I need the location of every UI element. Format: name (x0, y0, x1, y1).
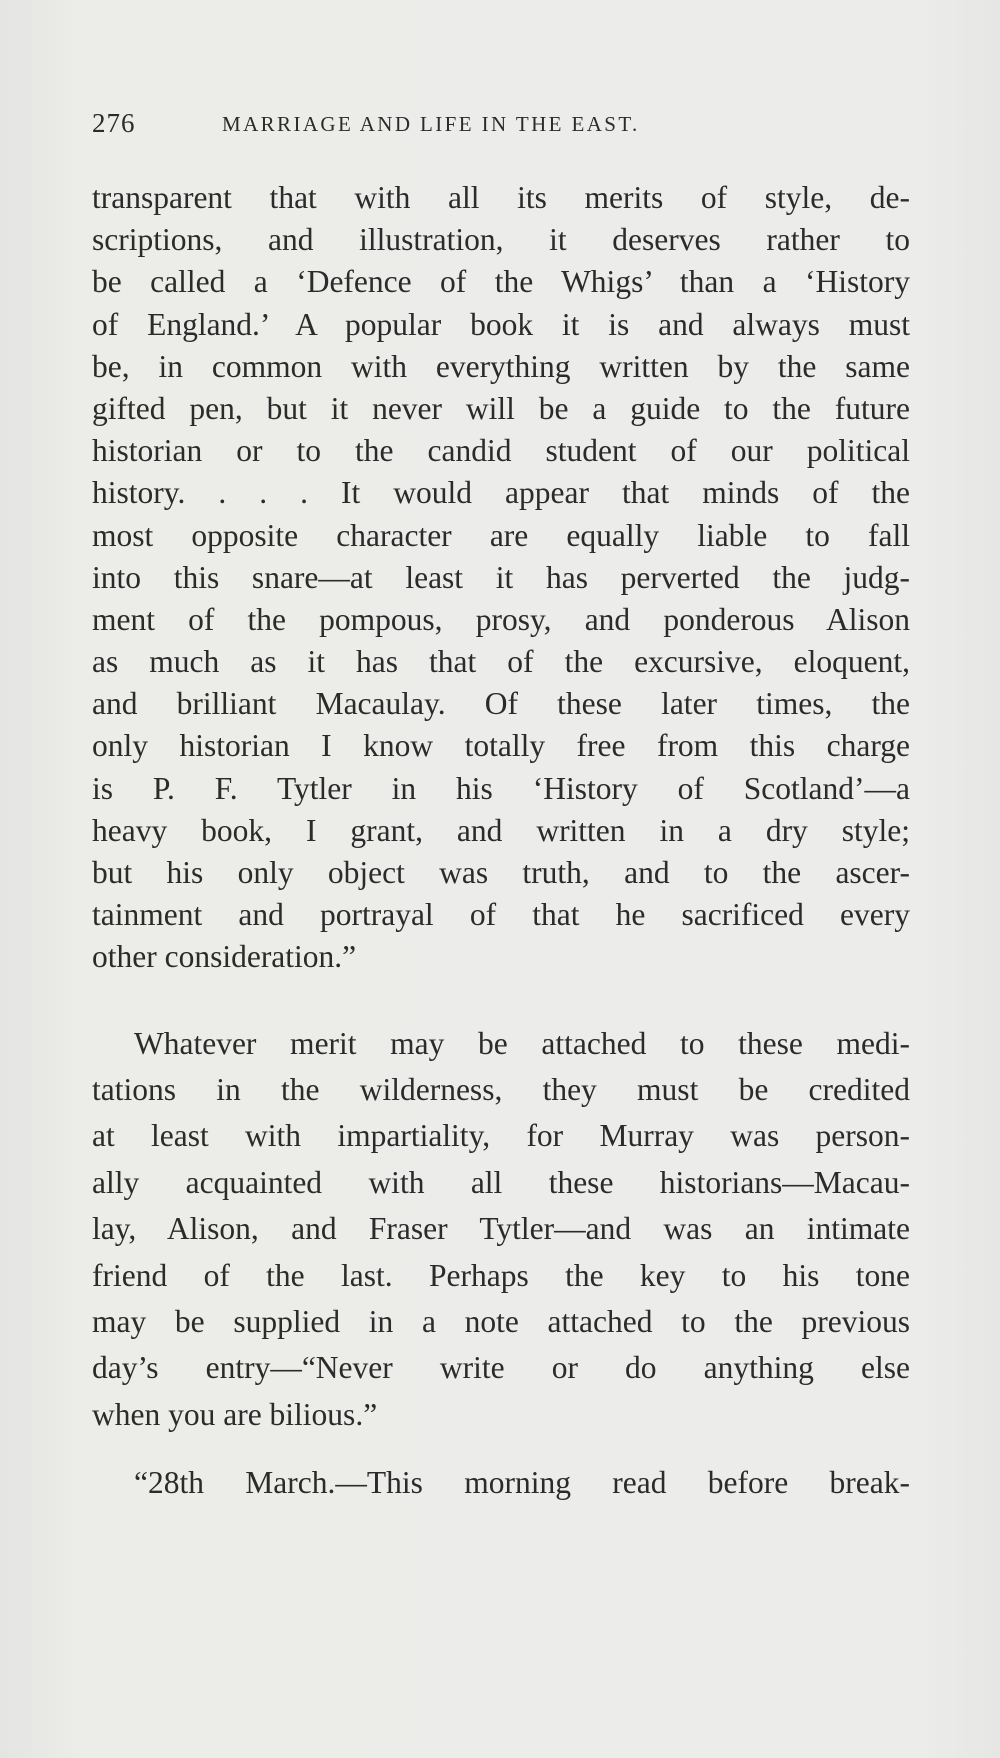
text-line: gifted pen, but it never will be a guide to the future (92, 390, 910, 426)
text-line: day’s entry—“Never write or do anything else (92, 1350, 910, 1386)
body-text (92, 177, 910, 1504)
paragraph-2 (92, 1021, 910, 1439)
text-line: lay, Alison, and Fraser Tytler—and was an intimate (92, 1211, 910, 1247)
text-line: of England.’ A popular book it is and always must (92, 306, 910, 342)
text-line: tainment and portrayal of that he sacrificed every (92, 897, 910, 933)
text-line: scriptions, and illustration, it deserves rather to (92, 222, 910, 258)
paragraph-3 (92, 1462, 910, 1504)
text-line: ment of the pompous, prosy, and ponderous Alison (92, 601, 910, 637)
text-line: into this snare—at least it has perverted the judg- (92, 559, 910, 595)
text-line: when you are bilious.” (92, 1396, 378, 1432)
page-number: 276 (92, 108, 136, 138)
text-line: at least with impartiality, for Murray was person- (92, 1118, 910, 1154)
text-line: friend of the last. Perhaps the key to his tone (92, 1257, 910, 1293)
text-line: be called a ‘Defence of the Whigs’ than a ‘History (92, 264, 910, 300)
text-line: transparent that with all its merits of style, de- (92, 180, 910, 215)
text-line: most opposite character are equally liable to fall (92, 517, 910, 553)
text-line: is P. F. Tytler in his ‘History of Scotland’—a (92, 770, 910, 806)
text-line: as much as it has that of the excursive, eloquent, (92, 644, 910, 680)
text-line: other consideration.” (92, 939, 357, 975)
text-line: ally acquainted with all these historians—Macau- (92, 1164, 910, 1200)
text-line: heavy book, I grant, and written in a dry style; (92, 812, 910, 848)
text-line: but his only object was truth, and to the ascer- (92, 855, 910, 890)
text-line: tations in the wilderness, they must be credited (92, 1071, 910, 1107)
text-line: may be supplied in a note attached to the previous (92, 1303, 910, 1339)
running-title: MARRIAGE AND LIFE IN THE EAST. (222, 112, 640, 136)
text-line: Whatever merit may be attached to these medi- (134, 1025, 910, 1061)
paragraph-1 (92, 177, 910, 979)
text-line: and brilliant Macaulay. Of these later times, the (92, 686, 910, 722)
text-line: “28th March.—This morning read before break- (134, 1465, 910, 1501)
running-head (92, 108, 902, 148)
text-line: history. . . . It would appear that minds of the (92, 475, 910, 511)
text-line: historian or to the candid student of our political (92, 433, 910, 469)
text-line: only historian I know totally free from this charge (92, 728, 910, 764)
text-line: be, in common with everything written by the same (92, 348, 910, 384)
